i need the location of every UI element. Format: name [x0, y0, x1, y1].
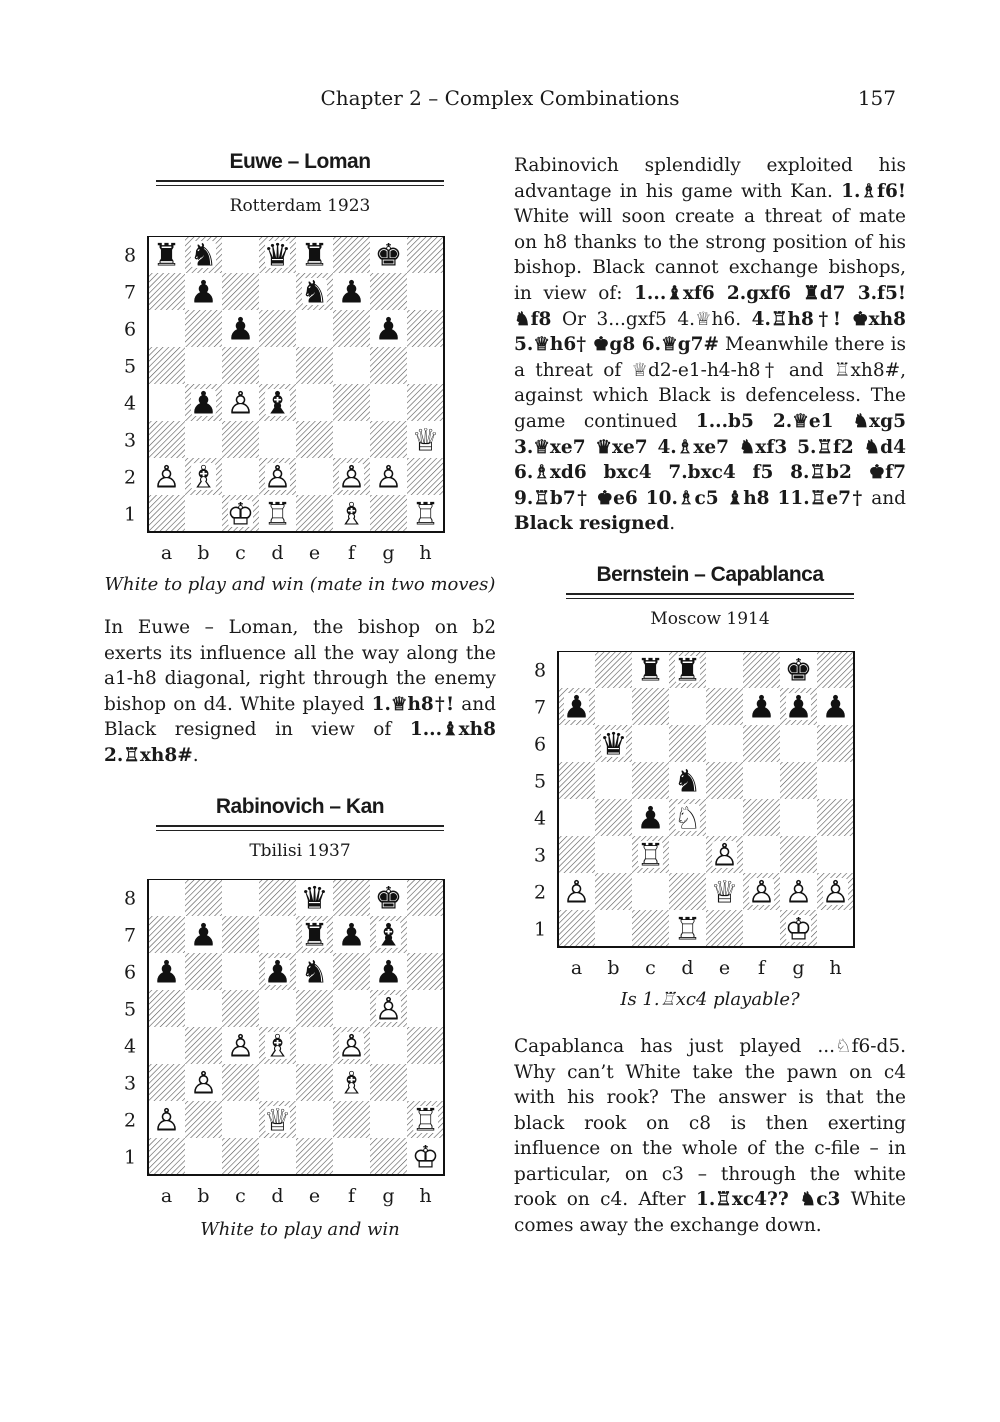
- file-label: a: [570, 956, 583, 979]
- text-run: Capablanca has just played ...♘f6-d5. Why can’t White take the pawn on c4 with his rook? The answer is that the black rook on c8 is then exerting influence on the whole of the c-file – in particular, on c3 – through the white rook on c4. After: [514, 1035, 906, 1211]
- black-rook-icon: ♜: [152, 237, 181, 274]
- board-square: [185, 495, 222, 532]
- board-square: [296, 1027, 333, 1064]
- board-square: [222, 990, 259, 1027]
- board-square: [743, 799, 780, 836]
- file-label: e: [308, 1184, 321, 1207]
- board-square: [595, 762, 632, 799]
- file-label: g: [382, 1184, 395, 1207]
- file-label: c: [645, 956, 656, 979]
- file-label: b: [197, 1184, 210, 1207]
- rank-label: 7: [123, 924, 137, 947]
- board-square: [407, 384, 444, 421]
- board-square: [185, 990, 222, 1027]
- move-notation: Black resigned: [514, 513, 670, 535]
- board-square: [743, 910, 780, 947]
- game-title: Rabinovich – Kan: [215, 794, 385, 818]
- board-square: [407, 236, 444, 273]
- board-square: [185, 953, 222, 990]
- board-square: [148, 990, 185, 1027]
- board-square: [407, 953, 444, 990]
- board-square: [148, 879, 185, 916]
- board-square: [595, 651, 632, 688]
- black-pawn-icon: ♟: [784, 689, 813, 726]
- black-pawn-icon: ♟: [636, 800, 665, 837]
- chess-diagram: [514, 651, 906, 991]
- board-square: [296, 310, 333, 347]
- white-rook-icon: ♖: [411, 496, 440, 533]
- page-header: [0, 86, 1000, 116]
- black-pawn-icon: ♟: [747, 689, 776, 726]
- board-square: [148, 1064, 185, 1101]
- board-square: [222, 347, 259, 384]
- board-square: [669, 725, 706, 762]
- rank-label: 6: [533, 733, 547, 756]
- white-king-icon: ♔: [784, 911, 813, 948]
- move-notation: 1...♝xf6 2.gxf6 ♜d7 3.f5! ♞f8: [514, 282, 907, 330]
- rank-label: 4: [533, 807, 547, 830]
- board-square: [333, 1138, 370, 1175]
- white-pawn-icon: ♙: [821, 874, 850, 911]
- board-square: [296, 421, 333, 458]
- white-pawn-icon: ♙: [374, 991, 403, 1028]
- board-square: [259, 1138, 296, 1175]
- move-notation: 4.♖h8†! ♚xh8 5.♕h6† ♚g8 6.♕g7#: [514, 308, 906, 356]
- white-bishop-icon: ♗: [189, 459, 218, 496]
- board-square: [370, 1027, 407, 1064]
- black-king-icon: ♚: [374, 880, 403, 917]
- file-label: f: [347, 542, 356, 564]
- white-queen-icon: ♕: [710, 874, 739, 911]
- rank-label: 6: [123, 318, 137, 341]
- rank-label: 4: [123, 1035, 137, 1058]
- text-run: and Black resigned in view of: [104, 693, 497, 741]
- rank-label: 1: [123, 1146, 137, 1169]
- rank-label: 1: [533, 918, 547, 941]
- move-notation: 1.♗f6!: [841, 180, 906, 202]
- board-square: [259, 273, 296, 310]
- file-label: d: [681, 956, 694, 979]
- board-square: [185, 879, 222, 916]
- file-label: e: [718, 956, 731, 979]
- board-square: [632, 873, 669, 910]
- title-rule: [156, 825, 444, 831]
- board-square: [370, 273, 407, 310]
- file-label: a: [160, 1184, 173, 1207]
- file-label: d: [271, 1184, 284, 1207]
- file-label: c: [235, 542, 246, 564]
- rank-label: 7: [123, 281, 137, 304]
- black-queen-icon: ♛: [300, 880, 329, 917]
- board-square: [333, 421, 370, 458]
- board-square: [407, 1027, 444, 1064]
- black-pawn-icon: ♟: [152, 954, 181, 991]
- board-square: [817, 725, 854, 762]
- board-square: [259, 916, 296, 953]
- black-knight-icon: ♞: [673, 763, 702, 800]
- rank-label: 5: [533, 770, 547, 793]
- board-square: [222, 1064, 259, 1101]
- white-king-icon: ♔: [411, 1139, 440, 1176]
- board-square: [296, 1064, 333, 1101]
- move-notation: 1...b5 2.♕e1 ♞xg5 3.♕xe7 ♛xe7 4.♗xe7 ♞xf3 5.♖f2 ♞d4 6.♗xd6 bxc4 7.bxc4 f5 8.♖b2 ♚f7 9.♖b7† ♚e6 10.♗c5 ♝h8 11.♖e7†: [514, 410, 906, 509]
- board-square: [558, 725, 595, 762]
- rank-label: 5: [123, 355, 137, 378]
- right-column: [514, 153, 906, 1239]
- file-label: f: [757, 956, 766, 979]
- text-run: .: [192, 744, 199, 766]
- board-square: [185, 1027, 222, 1064]
- rank-label: 6: [123, 961, 137, 984]
- board-square: [185, 421, 222, 458]
- text-run: .: [669, 513, 676, 535]
- board-square: [407, 310, 444, 347]
- board-square: [407, 916, 444, 953]
- board-square: [296, 1101, 333, 1138]
- white-bishop-icon: ♗: [337, 496, 366, 533]
- board-square: [222, 273, 259, 310]
- black-knight-icon: ♞: [300, 954, 329, 991]
- board-square: [407, 1064, 444, 1101]
- board-square: [706, 651, 743, 688]
- board-square: [370, 347, 407, 384]
- board-square: [370, 1064, 407, 1101]
- white-rook-icon: ♖: [263, 496, 292, 533]
- board-square: [669, 688, 706, 725]
- left-column: [104, 150, 496, 1240]
- board-square: [148, 310, 185, 347]
- board-square: [259, 990, 296, 1027]
- board-square: [632, 725, 669, 762]
- text-run: Or 3...gxf5 4.♕h6.: [551, 308, 752, 330]
- board-square: [370, 1138, 407, 1175]
- white-king-icon: ♔: [226, 496, 255, 533]
- board-square: [259, 421, 296, 458]
- white-rook-icon: ♖: [411, 1102, 440, 1139]
- white-rook-icon: ♖: [636, 837, 665, 874]
- rank-label: 8: [123, 887, 137, 910]
- chess-diagram: [104, 879, 496, 1219]
- diagram-caption: White to play and win: [200, 1218, 400, 1240]
- title-rule: [156, 180, 444, 186]
- black-bishop-icon: ♝: [263, 385, 292, 422]
- white-knight-icon: ♘: [673, 800, 702, 837]
- white-bishop-icon: ♗: [263, 1028, 292, 1065]
- board-square: [595, 910, 632, 947]
- rank-label: 8: [533, 659, 547, 682]
- white-pawn-icon: ♙: [710, 837, 739, 874]
- body-paragraph: [514, 1034, 906, 1239]
- board-square: [333, 384, 370, 421]
- board-square: [370, 495, 407, 532]
- page-number: 157: [857, 86, 896, 110]
- white-pawn-icon: ♙: [374, 459, 403, 496]
- white-pawn-icon: ♙: [784, 874, 813, 911]
- board-square: [333, 953, 370, 990]
- board-square: [706, 910, 743, 947]
- game-venue: Rotterdam 1923: [229, 196, 371, 216]
- file-label: g: [792, 956, 805, 979]
- chess-board: [104, 236, 496, 576]
- black-queen-icon: ♛: [263, 237, 292, 274]
- board-square: [780, 762, 817, 799]
- rank-label: 2: [123, 1109, 137, 1132]
- black-pawn-icon: ♟: [189, 917, 218, 954]
- board-square: [259, 347, 296, 384]
- black-knight-icon: ♞: [189, 237, 218, 274]
- chess-diagram: [104, 236, 496, 576]
- board-square: [407, 990, 444, 1027]
- board-square: [780, 725, 817, 762]
- black-knight-icon: ♞: [300, 274, 329, 311]
- white-pawn-icon: ♙: [152, 459, 181, 496]
- board-square: [706, 762, 743, 799]
- board-square: [817, 910, 854, 947]
- board-square: [222, 879, 259, 916]
- text-run: White comes away the exchange down.: [514, 1189, 906, 1237]
- white-pawn-icon: ♙: [562, 874, 591, 911]
- board-square: [743, 762, 780, 799]
- board-square: [222, 421, 259, 458]
- board-square: [370, 384, 407, 421]
- board-square: [296, 458, 333, 495]
- board-square: [333, 990, 370, 1027]
- rank-label: 8: [123, 244, 137, 267]
- diagram-caption: White to play and win (mate in two moves): [104, 574, 496, 595]
- board-square: [706, 725, 743, 762]
- board-square: [558, 836, 595, 873]
- board-square: [817, 651, 854, 688]
- board-square: [632, 762, 669, 799]
- white-pawn-icon: ♙: [152, 1102, 181, 1139]
- board-square: [743, 836, 780, 873]
- board-square: [817, 762, 854, 799]
- board-square: [706, 688, 743, 725]
- board-square: [148, 421, 185, 458]
- file-label: f: [347, 1184, 356, 1207]
- white-rook-icon: ♖: [673, 911, 702, 948]
- move-notation: 1.♖xc4?? ♞c3: [695, 1189, 841, 1211]
- black-pawn-icon: ♟: [337, 274, 366, 311]
- board-square: [296, 495, 333, 532]
- black-rook-icon: ♜: [673, 652, 702, 689]
- board-square: [595, 799, 632, 836]
- board-square: [222, 1101, 259, 1138]
- rank-label: 3: [123, 429, 137, 452]
- black-pawn-icon: ♟: [226, 311, 255, 348]
- board-square: [185, 347, 222, 384]
- black-king-icon: ♚: [374, 237, 403, 274]
- board-square: [333, 310, 370, 347]
- chess-board: [104, 879, 496, 1219]
- file-label: h: [419, 1184, 432, 1207]
- diagram-caption: Is 1.♖xc4 playable?: [620, 988, 800, 1010]
- text-run: Rabinovich splendidly exploited his advantage in his game with Kan.: [514, 155, 906, 202]
- game-venue: Moscow 1914: [650, 608, 770, 629]
- black-pawn-icon: ♟: [374, 311, 403, 348]
- chess-board: [514, 651, 906, 991]
- black-pawn-icon: ♟: [337, 917, 366, 954]
- board-square: [148, 384, 185, 421]
- board-square: [780, 799, 817, 836]
- text-run: and: [863, 487, 906, 509]
- board-square: [148, 1138, 185, 1175]
- file-label: a: [160, 542, 173, 564]
- board-square: [743, 725, 780, 762]
- board-square: [296, 1138, 333, 1175]
- board-square: [333, 347, 370, 384]
- board-square: [407, 458, 444, 495]
- rank-label: 5: [123, 998, 137, 1021]
- board-square: [817, 836, 854, 873]
- board-square: [148, 347, 185, 384]
- board-square: [222, 458, 259, 495]
- file-label: c: [235, 1184, 246, 1207]
- board-square: [595, 688, 632, 725]
- rank-label: 2: [123, 466, 137, 489]
- board-square: [222, 953, 259, 990]
- move-notation: 1.♕h8†!: [371, 693, 455, 715]
- board-square: [259, 1064, 296, 1101]
- board-square: [407, 347, 444, 384]
- board-square: [595, 873, 632, 910]
- board-square: [259, 879, 296, 916]
- body-paragraph: [514, 153, 906, 537]
- board-square: [558, 762, 595, 799]
- board-square: [222, 1138, 259, 1175]
- board-square: [148, 1027, 185, 1064]
- board-square: [259, 310, 296, 347]
- board-square: [185, 1138, 222, 1175]
- white-bishop-icon: ♗: [337, 1065, 366, 1102]
- file-label: g: [382, 542, 395, 564]
- game-title: Euwe – Loman: [229, 150, 371, 173]
- text-run: White will soon create a threat of mate on h8 thanks to the strong position of his bishop. Black cannot exchange bishops, in view of:: [514, 206, 906, 304]
- white-pawn-icon: ♙: [747, 874, 776, 911]
- board-square: [558, 799, 595, 836]
- white-pawn-icon: ♙: [337, 459, 366, 496]
- file-label: e: [308, 542, 321, 564]
- board-square: [296, 384, 333, 421]
- board-square: [669, 873, 706, 910]
- white-pawn-icon: ♙: [337, 1028, 366, 1065]
- board-square: [780, 836, 817, 873]
- black-pawn-icon: ♟: [821, 689, 850, 726]
- rank-label: 3: [533, 844, 547, 867]
- black-rook-icon: ♜: [300, 917, 329, 954]
- board-square: [558, 651, 595, 688]
- board-square: [407, 879, 444, 916]
- rank-label: 3: [123, 1072, 137, 1095]
- black-rook-icon: ♜: [300, 237, 329, 274]
- black-pawn-icon: ♟: [189, 274, 218, 311]
- body-paragraph: [104, 615, 496, 769]
- board-square: [296, 990, 333, 1027]
- file-label: b: [197, 542, 210, 564]
- rank-label: 2: [533, 881, 547, 904]
- board-square: [706, 799, 743, 836]
- text-run: Meanwhile there is a threat of ♕d2-e1-h4-h8† and ♖xh8#, against which Black is defenceless. The game continued: [514, 334, 906, 432]
- black-pawn-icon: ♟: [189, 385, 218, 422]
- board-square: [632, 688, 669, 725]
- file-label: d: [271, 542, 284, 564]
- move-notation: 1...♝xh8 2.♖xh8#: [104, 719, 496, 766]
- white-pawn-icon: ♙: [189, 1065, 218, 1102]
- file-label: b: [607, 956, 620, 979]
- board-square: [296, 347, 333, 384]
- board-square: [222, 236, 259, 273]
- rank-label: 4: [123, 392, 137, 415]
- black-king-icon: ♚: [784, 652, 813, 689]
- board-square: [333, 236, 370, 273]
- board-square: [632, 910, 669, 947]
- board-square: [595, 836, 632, 873]
- file-label: h: [829, 956, 842, 979]
- board-square: [370, 1101, 407, 1138]
- rank-label: 1: [123, 503, 137, 526]
- white-pawn-icon: ♙: [226, 1028, 255, 1065]
- board-square: [148, 273, 185, 310]
- board-square: [817, 799, 854, 836]
- white-pawn-icon: ♙: [226, 385, 255, 422]
- board-square: [558, 910, 595, 947]
- board-square: [407, 273, 444, 310]
- text-run: In Euwe – Loman, the bishop on b2 exerts its influence all the way along the a1-h8 diagonal, right through the enemy bishop on d4. White played: [104, 617, 496, 715]
- board-square: [669, 836, 706, 873]
- file-label: h: [419, 542, 432, 564]
- game-title: Bernstein – Capablanca: [596, 562, 824, 586]
- board-square: [148, 495, 185, 532]
- black-bishop-icon: ♝: [374, 917, 403, 954]
- board-square: [185, 310, 222, 347]
- running-title: Chapter 2 – Complex Combinations: [320, 86, 680, 110]
- board-square: [333, 879, 370, 916]
- white-queen-icon: ♕: [263, 1102, 292, 1139]
- white-pawn-icon: ♙: [263, 459, 292, 496]
- board-square: [148, 916, 185, 953]
- game-venue: Tbilisi 1937: [249, 840, 351, 861]
- rank-label: 7: [533, 696, 547, 719]
- board-square: [370, 421, 407, 458]
- title-rule: [566, 593, 854, 599]
- white-queen-icon: ♕: [411, 422, 440, 459]
- board-square: [222, 916, 259, 953]
- black-queen-icon: ♛: [599, 726, 628, 763]
- black-pawn-icon: ♟: [263, 954, 292, 991]
- board-square: [743, 651, 780, 688]
- black-pawn-icon: ♟: [374, 954, 403, 991]
- black-pawn-icon: ♟: [562, 689, 591, 726]
- board-square: [333, 1101, 370, 1138]
- black-rook-icon: ♜: [636, 652, 665, 689]
- board-square: [185, 1101, 222, 1138]
